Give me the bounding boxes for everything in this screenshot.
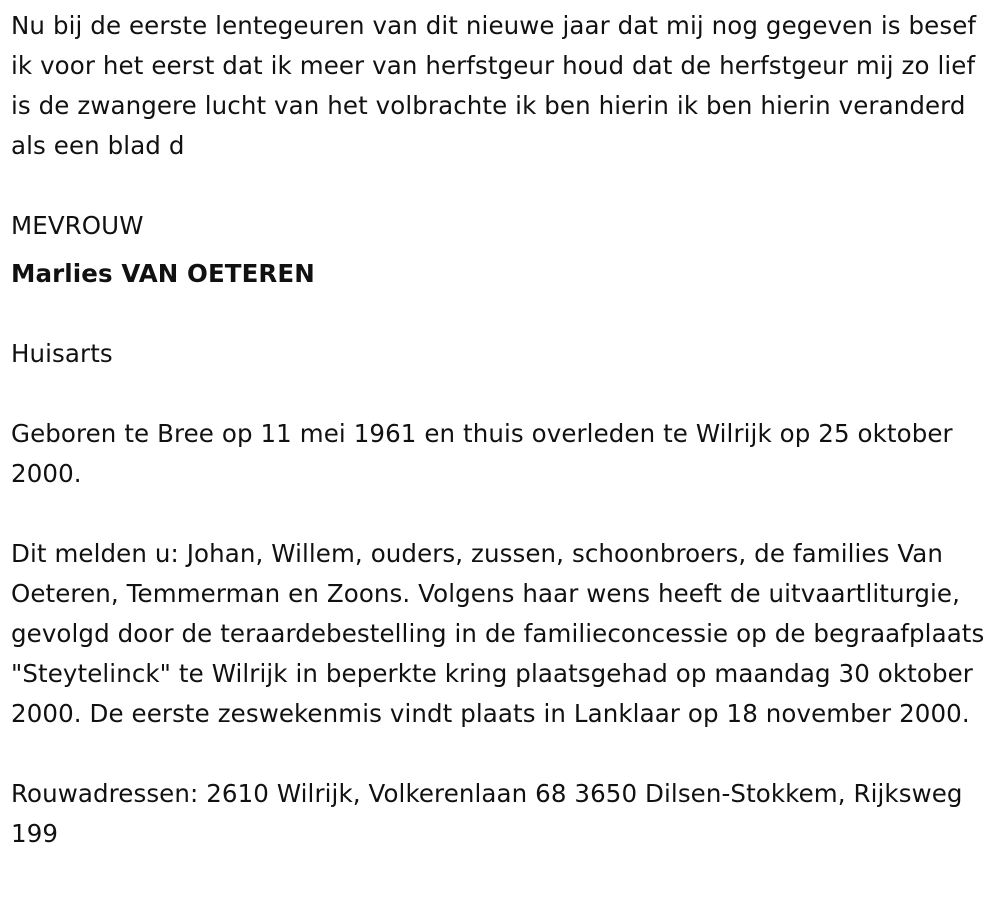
birth-death-paragraph: Geboren te Bree op 11 mei 1961 en thuis overleden te Wilrijk op 25 oktober 2000. <box>11 419 953 488</box>
deceased-name: Marlies VAN OETEREN <box>11 259 315 288</box>
honorific-title: MEVROUW <box>11 211 144 240</box>
announcement-paragraph: Dit melden u: Johan, Willem, ouders, zussen, schoonbroers, de families Van Oeteren, Temmerman en Zoons. Volgens haar wens heeft de uitvaartliturgie, gevolgd door de teraardebestelling in de familieconcessie op de begraafplaats "Steytelinck" te Wilrijk in beperkte kring plaatsgehad op maandag 30 oktober 2000. De eerste zeswekenmis vindt plaats in Lanklaar op 18 november 2000. <box>11 539 985 728</box>
profession: Huisarts <box>11 339 113 368</box>
addresses-paragraph: Rouwadressen: 2610 Wilrijk, Volkerenlaan 68 3650 Dilsen-Stokkem, Rijksweg 199 <box>11 779 963 848</box>
poem-paragraph: Nu bij de eerste lentegeuren van dit nieuwe jaar dat mij nog gegeven is besef ik voor het eerst dat ik meer van herfstgeur houd dat de herfstgeur mij zo lief is de zwangere lucht van het volbrachte ik ben hierin ik ben hierin veranderd als een blad d <box>11 11 977 160</box>
obituary-document <box>11 6 991 854</box>
